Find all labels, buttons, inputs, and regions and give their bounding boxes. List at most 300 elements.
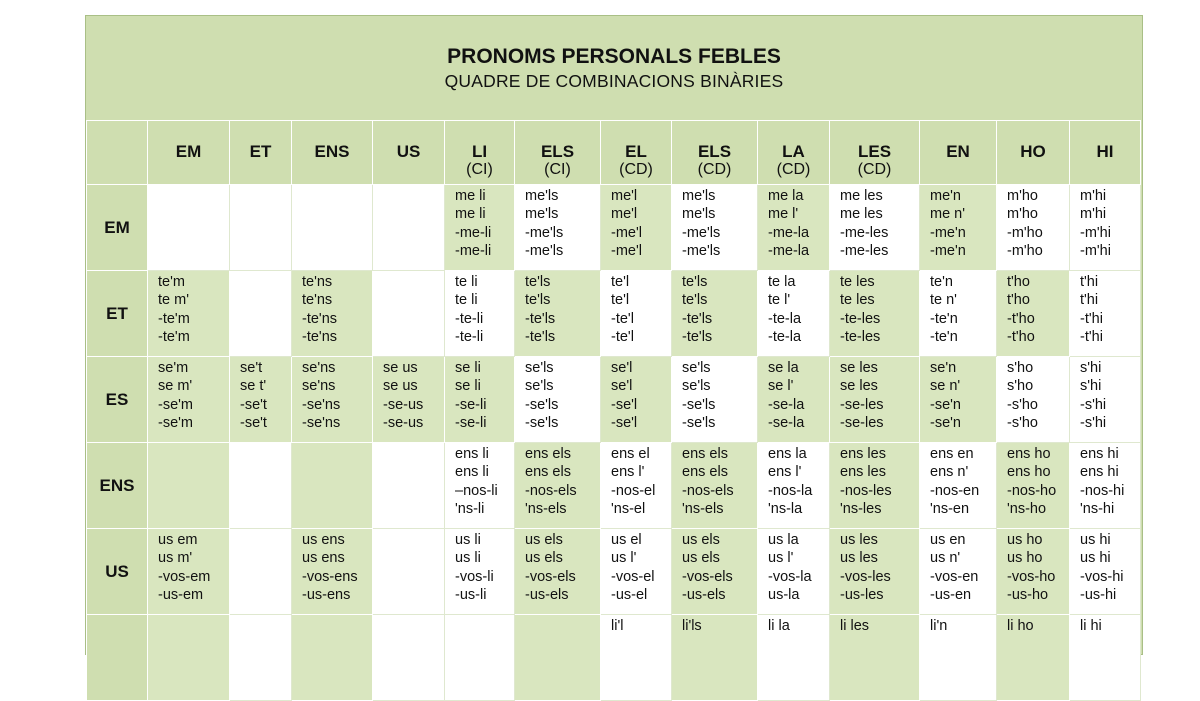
table-row — [87, 529, 1141, 615]
combination-form: -vos-els — [682, 568, 733, 585]
combination-cell — [515, 443, 601, 529]
column-header-label: HI — [1096, 142, 1114, 161]
combination-form: li'n — [930, 618, 948, 634]
combination-form: te les — [840, 274, 875, 290]
combination-form: us li — [455, 532, 481, 548]
combination-cell — [373, 357, 445, 443]
combination-form: ens ho — [1007, 446, 1051, 462]
combination-form: se l' — [768, 378, 794, 395]
combination-form: -se'ls — [525, 396, 559, 413]
combination-form: -me'ls — [682, 224, 721, 241]
combination-form: -nos-ho — [1007, 482, 1057, 499]
combination-form: us n' — [930, 550, 961, 567]
combination-cell — [758, 529, 830, 615]
combination-form: -me'l — [611, 242, 642, 259]
combination-form: -se't — [240, 414, 267, 431]
combination-form: se'm — [158, 360, 189, 376]
combination-form: -te-la — [768, 310, 802, 327]
combination-form: me l' — [768, 206, 799, 223]
combination-form: te'ls — [682, 274, 708, 290]
combination-form: s'hi — [1080, 378, 1102, 395]
combination-form: -te'ls — [525, 328, 556, 345]
combination-cell — [445, 529, 515, 615]
combination-form: us ho — [1007, 532, 1043, 548]
combination-form: -te'n — [930, 328, 958, 345]
combination-cell — [515, 357, 601, 443]
combination-form: ens li — [455, 446, 489, 462]
combination-form: ens les — [840, 446, 886, 462]
column-header — [148, 121, 230, 185]
combination-cell — [445, 443, 515, 529]
combination-form: li ho — [1007, 618, 1034, 634]
combination-form: -nos-hi — [1080, 482, 1125, 499]
combination-cell — [920, 529, 997, 615]
combination-form: -us-li — [455, 586, 487, 603]
combination-form: ens la — [768, 446, 807, 462]
combination-form: li'l — [611, 618, 624, 634]
combination-cell — [292, 615, 373, 701]
combination-cell — [920, 443, 997, 529]
combination-form: -us-el — [611, 586, 648, 603]
combination-form: -nos-les — [840, 482, 892, 499]
combination-cell — [292, 185, 373, 271]
combination-form: -vos-li — [455, 568, 494, 585]
column-header — [292, 121, 373, 185]
combination-form: -se-la — [768, 396, 805, 413]
combination-cell — [445, 615, 515, 701]
combination-cell — [148, 615, 230, 701]
combination-form: -me'l — [611, 224, 642, 241]
column-header — [997, 121, 1070, 185]
combination-form: ens les — [840, 464, 886, 481]
combination-form: -te'ls — [525, 310, 556, 327]
combination-form: t'ho — [1007, 274, 1030, 290]
combination-form: te m' — [158, 292, 189, 309]
combination-cell — [920, 185, 997, 271]
combination-form: -us-em — [158, 586, 204, 603]
combination-form: us els — [682, 532, 720, 548]
combination-form: te n' — [930, 292, 957, 309]
combination-form: us ens — [302, 550, 345, 567]
combination-form: -te'm — [158, 328, 190, 345]
combination-form: se'ls — [682, 378, 711, 395]
row-header: ET — [87, 271, 148, 357]
combination-form: me les — [840, 188, 883, 204]
combination-form: se m' — [158, 378, 193, 395]
row-header — [87, 615, 148, 701]
combination-form: -nos-en — [930, 482, 980, 499]
combination-form: -se'm — [158, 396, 193, 413]
combination-cell — [148, 185, 230, 271]
column-header — [230, 121, 292, 185]
combination-form: s'ho — [1007, 378, 1034, 395]
combination-cell — [445, 357, 515, 443]
combination-form: -te-li — [455, 328, 484, 345]
combination-form: -vos-en — [930, 568, 979, 585]
combination-cell — [230, 443, 292, 529]
combination-form: me'l — [611, 206, 638, 223]
combination-form: li les — [840, 618, 870, 634]
combination-form: ens hi — [1080, 446, 1119, 462]
combination-cell — [292, 357, 373, 443]
combination-form: te l' — [768, 292, 791, 309]
column-header-label: HO — [1020, 142, 1046, 161]
column-header-label: EM — [175, 142, 202, 161]
combination-form: -s'hi — [1080, 414, 1107, 431]
combination-form: -te-li — [455, 310, 484, 327]
combination-form: -us-ho — [1007, 586, 1049, 603]
combination-form: te li — [455, 274, 478, 290]
combination-form: -se'l — [611, 396, 638, 413]
combination-form: -vos-els — [525, 568, 576, 585]
table-row — [87, 357, 1141, 443]
combination-form: us els — [525, 550, 563, 567]
combination-cell — [1070, 185, 1141, 271]
combination-cell — [230, 357, 292, 443]
combination-form: -me'ls — [525, 242, 564, 259]
combination-form: 'ns-ho — [1007, 500, 1047, 517]
combination-form: -se'ls — [682, 414, 716, 431]
combination-form: se'l — [611, 360, 633, 376]
combination-form: te'ls — [525, 292, 551, 309]
row-header: US — [87, 529, 148, 615]
column-header-label: ELS — [540, 142, 575, 161]
combination-table — [86, 120, 1141, 701]
combination-cell — [758, 615, 830, 701]
combination-cell — [601, 357, 672, 443]
pronoun-chart — [85, 15, 1143, 655]
combination-cell — [292, 271, 373, 357]
row-header: ES — [87, 357, 148, 443]
combination-form: se'ls — [525, 378, 554, 395]
combination-form: te la — [768, 274, 796, 290]
combination-form: -se-us — [383, 414, 424, 431]
column-header-label: ELS — [697, 142, 732, 161]
combination-form: -m'ho — [1007, 224, 1043, 241]
combination-form: -te-les — [840, 328, 881, 345]
combination-form: te'n — [930, 274, 953, 290]
combination-cell — [230, 271, 292, 357]
combination-form: 'ns-hi — [1080, 500, 1115, 517]
combination-form: m'hi — [1080, 188, 1107, 204]
combination-cell — [672, 271, 758, 357]
combination-form: us-la — [768, 586, 800, 603]
combination-cell — [373, 615, 445, 701]
column-header — [601, 121, 672, 185]
combination-cell — [920, 271, 997, 357]
row-header: EM — [87, 185, 148, 271]
combination-cell — [830, 443, 920, 529]
combination-form: se n' — [930, 378, 961, 395]
column-header-case: (CI) — [544, 161, 571, 178]
combination-form: se'ls — [682, 360, 711, 376]
combination-form: -s'ho — [1007, 396, 1038, 413]
combination-form: me'ls — [525, 188, 559, 204]
combination-form: s'hi — [1080, 360, 1102, 376]
combination-form: us hi — [1080, 532, 1111, 548]
combination-form: -m'ho — [1007, 242, 1043, 259]
combination-form: us ens — [302, 532, 345, 548]
column-header-case: (CD) — [697, 161, 732, 178]
combination-form: me'n — [930, 188, 961, 204]
combination-form: li hi — [1080, 618, 1102, 634]
combination-form: ens els — [682, 446, 728, 462]
combination-form: -s'hi — [1080, 396, 1107, 413]
combination-form: te'ls — [525, 274, 551, 290]
combination-form: 'ns-en — [930, 500, 970, 517]
combination-form: us el — [611, 532, 642, 548]
combination-form: m'hi — [1080, 206, 1107, 223]
combination-cell — [601, 529, 672, 615]
combination-form: me li — [455, 188, 486, 204]
combination-form: te les — [840, 292, 875, 309]
combination-form: us la — [768, 532, 799, 548]
combination-form: me'ls — [682, 188, 716, 204]
combination-cell — [292, 529, 373, 615]
column-header — [758, 121, 830, 185]
combination-form: se'l — [611, 378, 633, 395]
combination-cell — [830, 185, 920, 271]
combination-form: us els — [682, 550, 720, 567]
combination-form: us l' — [768, 550, 794, 567]
combination-cell — [920, 615, 997, 701]
combination-form: -se-li — [455, 396, 487, 413]
combination-form: m'ho — [1007, 206, 1038, 223]
combination-cell — [997, 443, 1070, 529]
column-header — [1070, 121, 1141, 185]
combination-form: -me'n — [930, 242, 966, 259]
combination-form: -se'ns — [302, 414, 341, 431]
combination-form: -m'hi — [1080, 224, 1111, 241]
table-row — [87, 271, 1141, 357]
combination-form: -se-les — [840, 414, 884, 431]
combination-form: te'l — [611, 292, 630, 309]
combination-form: te'm — [158, 274, 185, 290]
combination-form: 'ns-li — [455, 500, 485, 517]
chart-subtitle: QUADRE DE COMBINACIONS BINÀRIES — [444, 71, 784, 91]
combination-form: -me'n — [930, 224, 966, 241]
row-header: ENS — [87, 443, 148, 529]
combination-cell — [1070, 357, 1141, 443]
combination-form: se les — [840, 360, 878, 376]
combination-form: -te'l — [611, 328, 634, 345]
combination-form: -me-les — [840, 242, 889, 259]
chart-title: PRONOMS PERSONALS FEBLES — [447, 45, 781, 68]
combination-form: ens els — [525, 446, 571, 462]
combination-cell — [830, 529, 920, 615]
combination-form: -se'ls — [682, 396, 716, 413]
column-header — [920, 121, 997, 185]
combination-form: se li — [455, 360, 481, 376]
combination-form: -t'ho — [1007, 328, 1035, 345]
combination-cell — [997, 357, 1070, 443]
combination-cell — [373, 185, 445, 271]
column-header-case: (CI) — [466, 161, 493, 178]
combination-cell — [672, 185, 758, 271]
combination-form: se la — [768, 360, 799, 376]
combination-form: -te'ls — [682, 310, 713, 327]
combination-form: -me'ls — [525, 224, 564, 241]
combination-form: -t'ho — [1007, 310, 1035, 327]
combination-form: se us — [383, 378, 418, 395]
combination-form: us en — [930, 532, 966, 548]
combination-form: -se-les — [840, 396, 884, 413]
combination-form: -me-li — [455, 224, 492, 241]
title-area — [86, 16, 1142, 120]
combination-cell — [601, 443, 672, 529]
combination-form: -nos-els — [525, 482, 577, 499]
combination-form: -us-els — [525, 586, 569, 603]
combination-cell — [148, 443, 230, 529]
combination-form: m'ho — [1007, 188, 1038, 204]
combination-form: ens en — [930, 446, 974, 462]
combination-form: me les — [840, 206, 883, 223]
combination-form: us ho — [1007, 550, 1043, 567]
combination-cell — [601, 271, 672, 357]
combination-form: se t' — [240, 378, 267, 395]
corner-cell — [87, 121, 148, 185]
combination-form: te'ns — [302, 292, 333, 309]
combination-cell — [920, 357, 997, 443]
combination-cell — [830, 271, 920, 357]
combination-cell — [230, 185, 292, 271]
column-header-label: EL — [625, 142, 647, 161]
combination-form: s'ho — [1007, 360, 1034, 376]
combination-form: ens n' — [930, 464, 969, 481]
combination-form: 'ns-el — [611, 500, 646, 517]
combination-form: me'ls — [525, 206, 559, 223]
combination-form: –nos-li — [455, 482, 498, 499]
combination-form: t'hi — [1080, 274, 1099, 290]
column-header-case: (CD) — [857, 161, 892, 178]
combination-form: me'ls — [682, 206, 716, 223]
combination-cell — [758, 357, 830, 443]
combination-form: ens li — [455, 464, 489, 481]
combination-form: te li — [455, 292, 478, 309]
combination-form: -se't — [240, 396, 267, 413]
column-header — [830, 121, 920, 185]
combination-form: -me-les — [840, 224, 889, 241]
combination-form: -se'm — [158, 414, 193, 431]
combination-cell — [230, 529, 292, 615]
combination-form: -us-les — [840, 586, 884, 603]
combination-form: -me-la — [768, 224, 810, 241]
combination-cell — [601, 615, 672, 701]
combination-form: te'ns — [302, 274, 333, 290]
combination-cell — [758, 185, 830, 271]
column-header-case: (CD) — [619, 161, 653, 178]
combination-cell — [830, 357, 920, 443]
combination-form: us em — [158, 532, 198, 548]
combination-form: us hi — [1080, 550, 1111, 567]
combination-form: -us-ens — [302, 586, 351, 603]
combination-form: -vos-ens — [302, 568, 358, 585]
combination-form: us les — [840, 532, 878, 548]
column-header-label: LI — [471, 142, 488, 161]
combination-form: -s'ho — [1007, 414, 1038, 431]
combination-form: -nos-la — [768, 482, 813, 499]
combination-form: me'l — [611, 188, 638, 204]
combination-form: -te'ns — [302, 328, 338, 345]
table-row — [87, 615, 1141, 701]
combination-form: -se'ls — [525, 414, 559, 431]
combination-form: -m'hi — [1080, 242, 1111, 259]
table-row — [87, 443, 1141, 529]
combination-form: te'ls — [682, 292, 708, 309]
combination-form: se't — [240, 360, 263, 376]
combination-form: -te-la — [768, 328, 802, 345]
combination-cell — [515, 185, 601, 271]
combination-form: -te'ns — [302, 310, 338, 327]
combination-form: -me'ls — [682, 242, 721, 259]
combination-form: 'ns-els — [682, 500, 724, 517]
combination-cell — [1070, 271, 1141, 357]
combination-form: se'ns — [302, 360, 336, 376]
column-header-label: ET — [249, 142, 272, 161]
column-header-label: EN — [946, 142, 970, 161]
combination-cell — [515, 271, 601, 357]
combination-cell — [1070, 615, 1141, 701]
combination-form: -vos-hi — [1080, 568, 1124, 585]
combination-form: -us-hi — [1080, 586, 1117, 603]
combination-cell — [830, 615, 920, 701]
combination-form: 'ns-la — [768, 500, 803, 517]
combination-form: ens els — [682, 464, 728, 481]
combination-cell — [672, 443, 758, 529]
combination-form: me li — [455, 206, 486, 223]
combination-cell — [445, 271, 515, 357]
column-header — [445, 121, 515, 185]
combination-cell — [445, 185, 515, 271]
combination-form: -te'ls — [682, 328, 713, 345]
column-header — [515, 121, 601, 185]
combination-form: se'ls — [525, 360, 554, 376]
combination-form: us les — [840, 550, 878, 567]
combination-cell — [601, 185, 672, 271]
combination-form: us m' — [158, 550, 193, 567]
combination-form: -nos-els — [682, 482, 734, 499]
combination-form: -t'hi — [1080, 310, 1103, 327]
combination-cell — [230, 615, 292, 701]
combination-cell — [758, 271, 830, 357]
column-header-label: US — [396, 142, 421, 161]
combination-cell — [515, 615, 601, 701]
combination-form: -us-els — [682, 586, 726, 603]
combination-form: se'n — [930, 360, 957, 376]
combination-form: -te'l — [611, 310, 634, 327]
combination-form: -me-li — [455, 242, 492, 259]
combination-form: -nos-el — [611, 482, 656, 499]
combination-form: ens hi — [1080, 464, 1119, 481]
combination-form: -se-us — [383, 396, 424, 413]
combination-form: se'ns — [302, 378, 336, 395]
combination-form: 'ns-les — [840, 500, 882, 517]
combination-form: me n' — [930, 206, 966, 223]
combination-form: ens el — [611, 446, 650, 462]
column-header-label: ENS — [314, 142, 350, 161]
combination-cell — [148, 271, 230, 357]
combination-form: ens ho — [1007, 464, 1051, 481]
combination-cell — [672, 357, 758, 443]
combination-cell — [758, 443, 830, 529]
combination-form: -se'n — [930, 414, 961, 431]
combination-form: us l' — [611, 550, 637, 567]
combination-cell — [373, 271, 445, 357]
combination-cell — [515, 529, 601, 615]
combination-form: -te'n — [930, 310, 958, 327]
combination-form: se les — [840, 378, 878, 395]
combination-form: li'ls — [682, 618, 702, 634]
